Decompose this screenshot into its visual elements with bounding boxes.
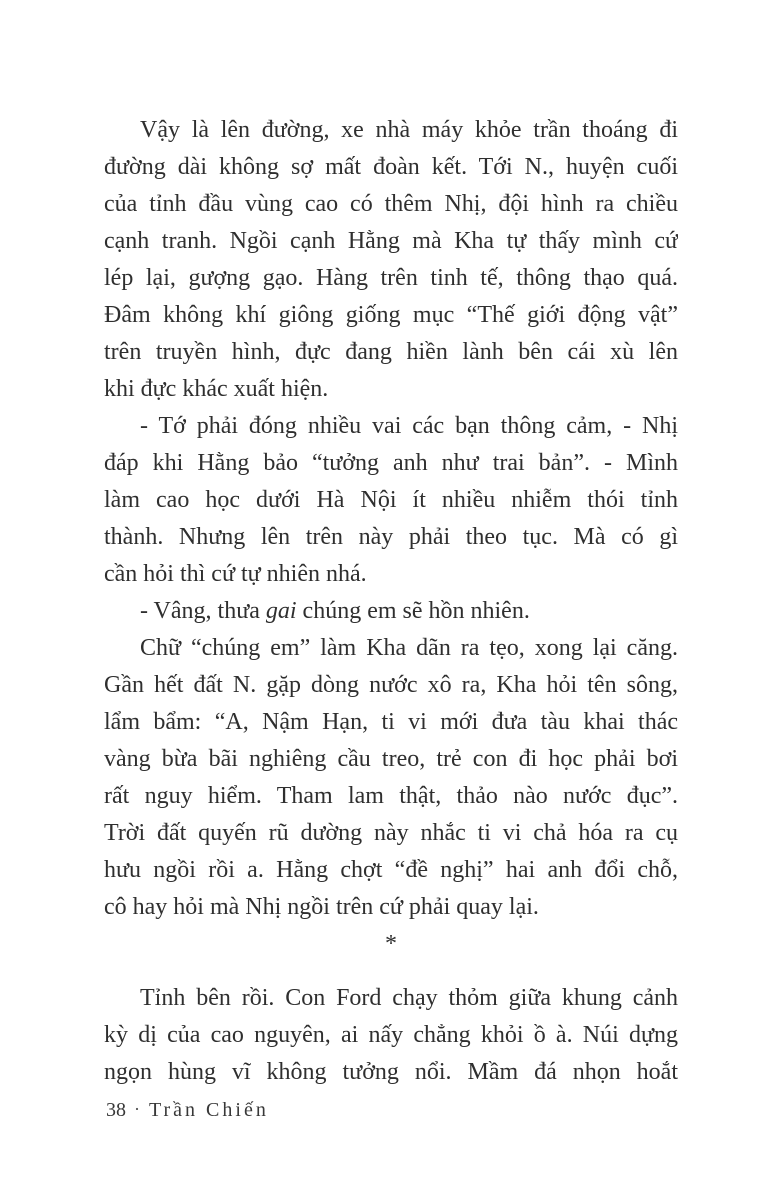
text-line: của tỉnh đầu vùng cao có thêm Nhị, đội hình ra chiều <box>104 191 678 217</box>
text-line: cạnh tranh. Ngồi cạnh Hằng mà Kha tự thấy mình cứ <box>104 228 678 254</box>
paragraph-1 <box>104 112 678 408</box>
page-footer <box>106 1097 269 1123</box>
text-line: thành. Nhưng lên trên này phải theo tục. Mà có gì <box>104 524 678 550</box>
text-line: ngọn hùng vĩ không tưởng nổi. Mầm đá nhọn hoắt <box>104 1059 678 1085</box>
text-line <box>104 593 678 630</box>
text-line: đáp khi Hằng bảo “tưởng anh như trai bản”. - Mình <box>104 450 678 476</box>
paragraph-5 <box>104 980 678 1091</box>
text-line: Trời đất quyến rũ dường này nhắc ti vi chả hóa ra cụ <box>104 820 678 846</box>
text-line: cần hỏi thì cứ tự nhiên nhá. <box>104 561 367 587</box>
text-segment: chúng em sẽ hồn nhiên. <box>296 598 530 624</box>
text-line: làm cao học dưới Hà Nội ít nhiều nhiễm thói tỉnh <box>104 487 678 513</box>
author-name: Trần Chiến <box>149 1099 269 1121</box>
text-line: Chữ “chúng em” làm Kha dãn ra tẹo, xong lại căng. <box>140 635 678 661</box>
text-line: vàng bừa bãi nghiêng cầu treo, trẻ con đi học phải bơi <box>104 746 678 772</box>
text-line: khi đực khác xuất hiện. <box>104 376 329 402</box>
text-line: Vậy là lên đường, xe nhà máy khỏe trần thoáng đi <box>140 117 678 143</box>
text-line: Tỉnh bên rồi. Con Ford chạy thỏm giữa khung cảnh <box>140 985 678 1011</box>
italic-text-segment: gai <box>265 598 297 624</box>
text-line: rất nguy hiểm. Tham lam thật, thảo nào nước đục”. <box>104 783 678 809</box>
text-line: - Tớ phải đóng nhiều vai các bạn thông cảm, - Nhị <box>140 413 678 439</box>
section-break-asterisk: * <box>385 931 397 957</box>
paragraph-2-dialogue <box>104 408 678 593</box>
paragraph-4 <box>104 630 678 926</box>
text-line: cô hay hỏi mà Nhị ngồi trên cứ phải quay lại. <box>104 894 539 920</box>
text-line: Gần hết đất N. gặp dòng nước xô ra, Kha hỏi tên sông, <box>104 672 678 698</box>
footer-separator-dot: · <box>134 1099 140 1119</box>
paragraph-3-dialogue <box>104 593 678 630</box>
text-line: lẩm bẩm: “A, Nậm Hạn, ti vi mới đưa tàu khai thác <box>104 709 678 735</box>
page-number: 38 <box>106 1099 126 1121</box>
text-line: trên truyền hình, đực đang hiền lành bên cái xù lên <box>104 339 678 365</box>
text-line: lép lại, gượng gạo. Hàng trên tinh tế, thông thạo quá. <box>104 265 678 291</box>
text-line: Đâm không khí giông giống mục “Thế giới động vật” <box>104 302 678 328</box>
text-line: kỳ dị của cao nguyên, ai nấy chẳng khỏi ồ à. Núi dựng <box>104 1022 678 1048</box>
text-line: đường dài không sợ mất đoàn kết. Tới N., huyện cuối <box>104 154 678 180</box>
text-segment: - Vâng, thưa <box>140 598 266 624</box>
text-line: hưu ngồi rồi a. Hằng chợt “đề nghị” hai anh đổi chỗ, <box>104 857 678 883</box>
text-block <box>104 112 678 1091</box>
